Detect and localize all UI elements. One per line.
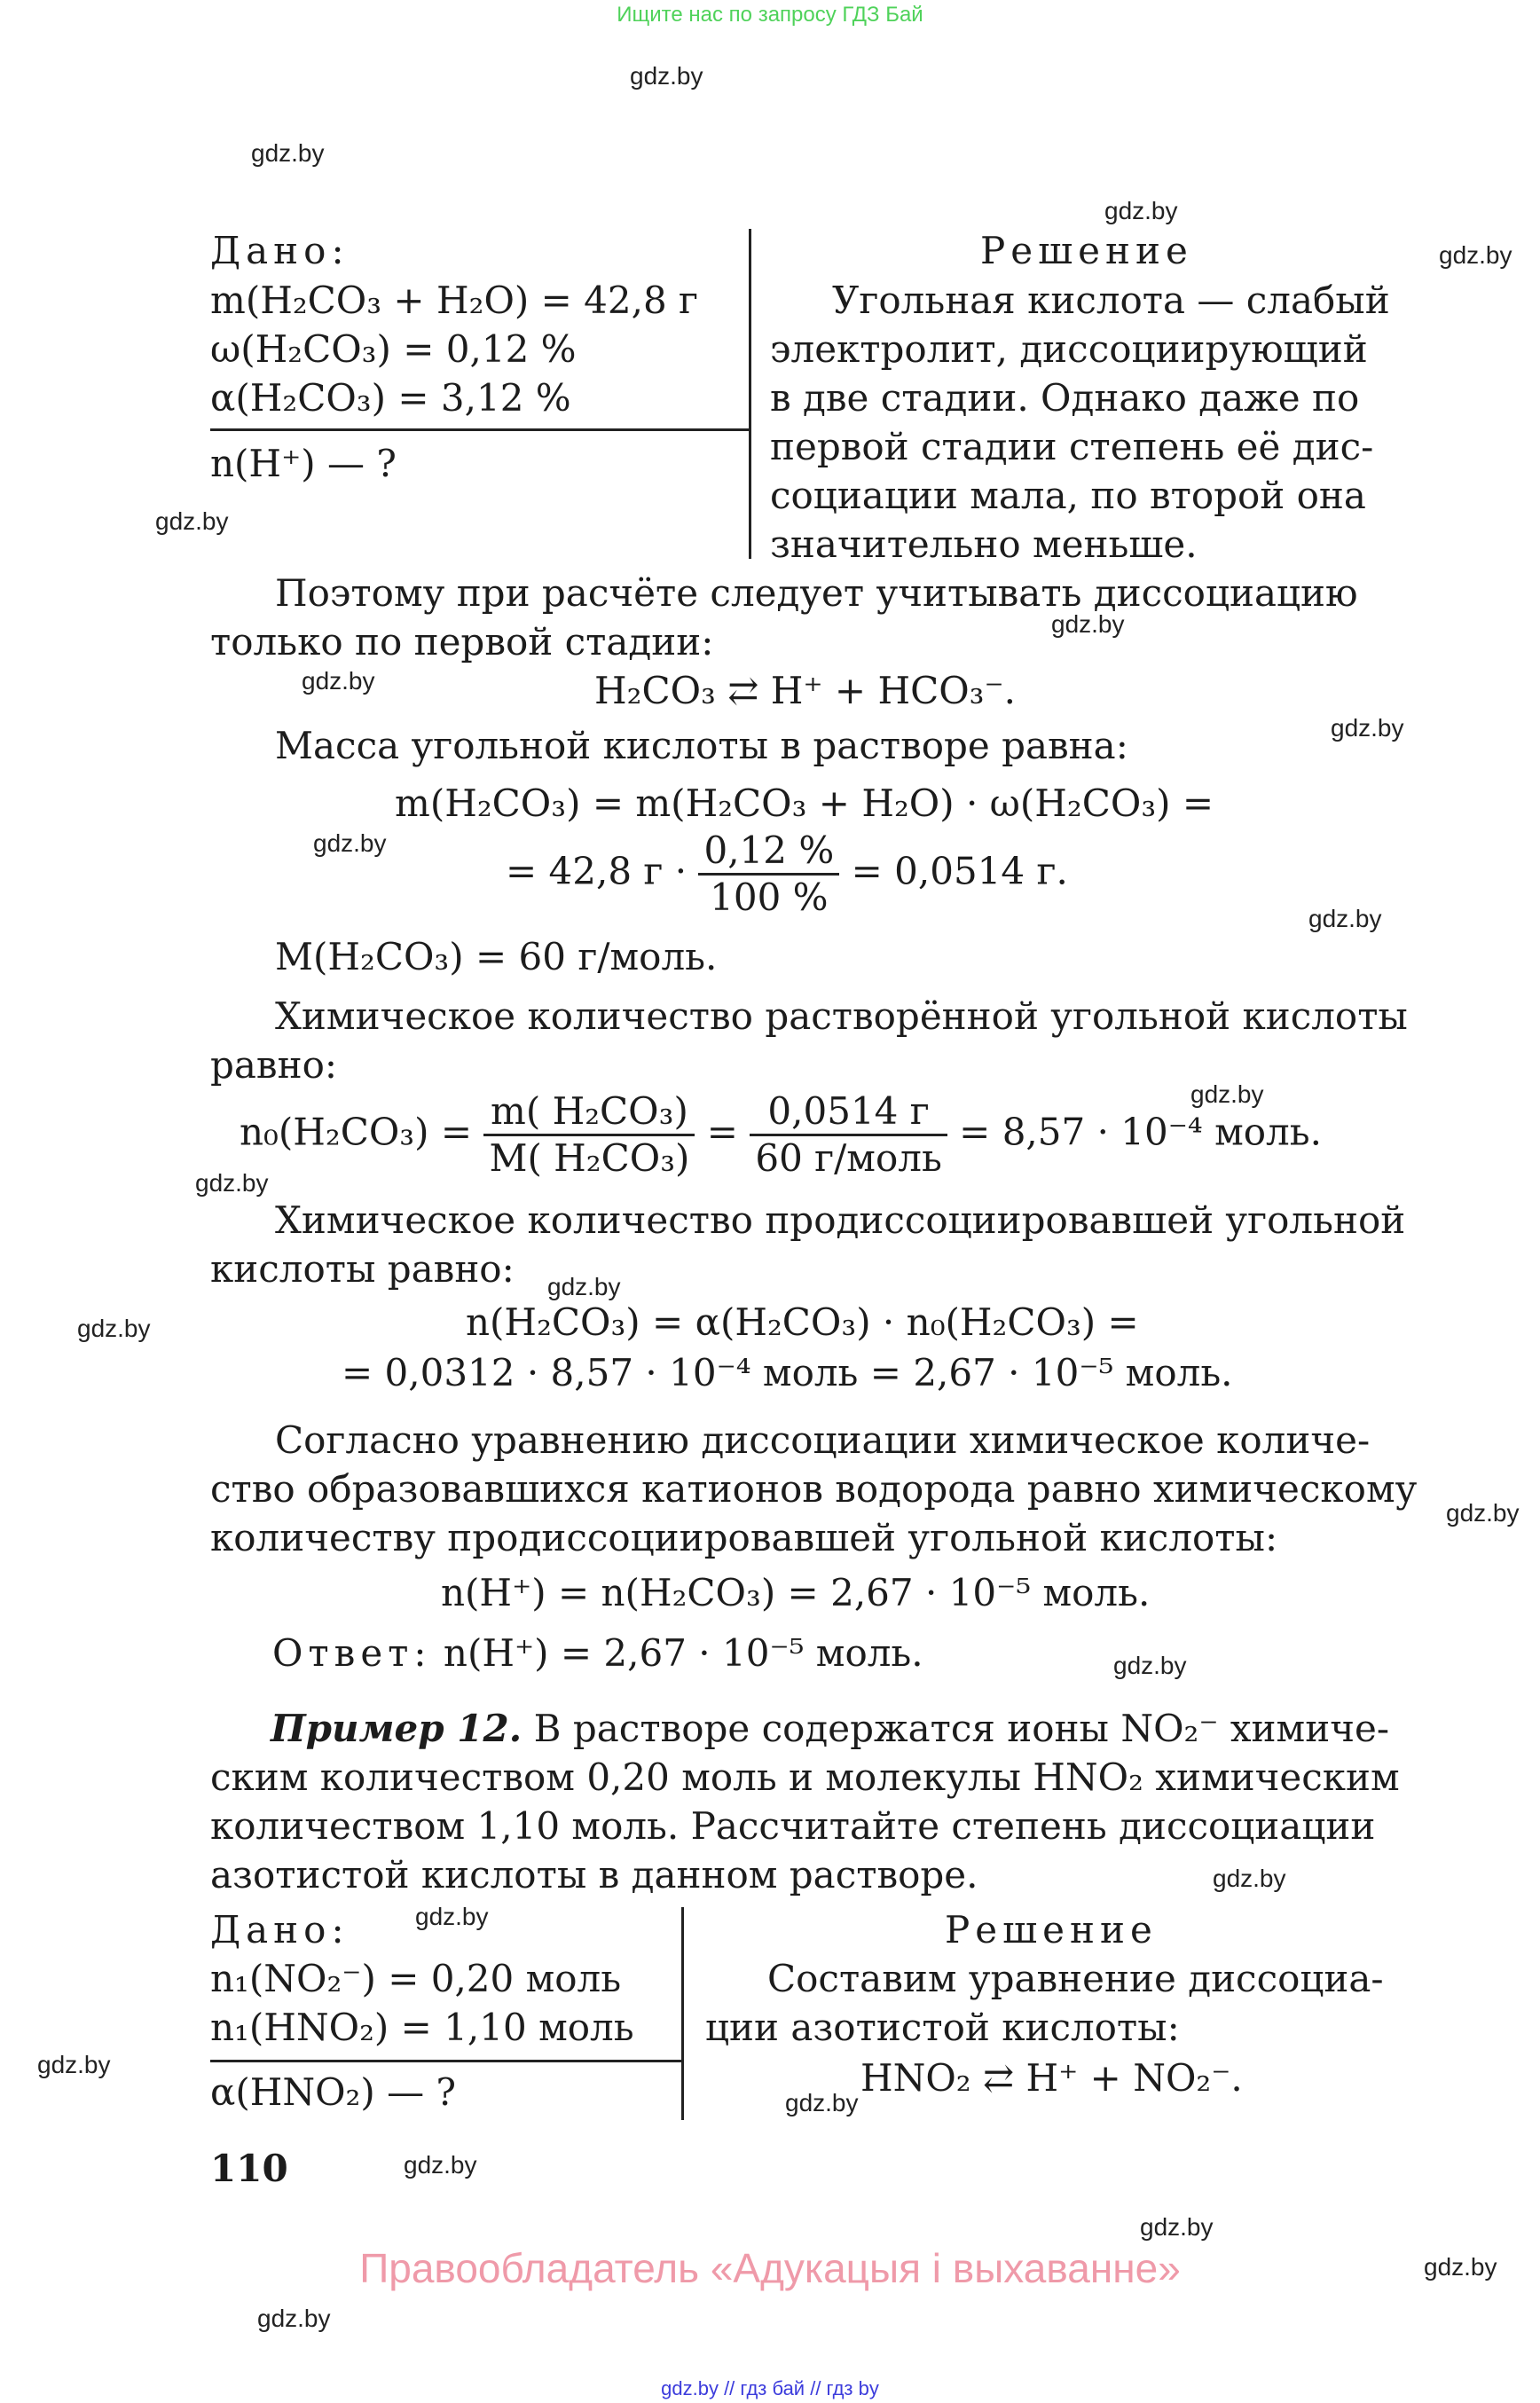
paragraph-line: Масса угольной кислоты в растворе равна:: [275, 724, 1128, 767]
solution2-header: Решение: [945, 1908, 1158, 1951]
equation-molar-mass: M(H₂CO₃) = 60 г/моль.: [275, 935, 718, 978]
eq3-right: = 0,0514 г.: [851, 849, 1068, 893]
fraction-denominator: 100 %: [710, 876, 829, 919]
watermark: gdz.by: [37, 2051, 111, 2078]
paragraph-line: ство образовавшихся катионов водорода равно химическому: [210, 1467, 1418, 1511]
solution2-line: ции азотистой кислоты:: [705, 2006, 1180, 2049]
paragraph-line: Согласно уравнению диссоциации химическое количе-: [275, 1418, 1371, 1462]
eq5-left: n₀(H₂CO₃) =: [240, 1110, 473, 1154]
given1-header: Дано:: [210, 229, 350, 272]
fraction-values: [750, 1089, 947, 1180]
watermark: gdz.by: [195, 1169, 269, 1197]
eq5-equals: =: [706, 1110, 738, 1154]
given2-header: Дано:: [210, 1908, 350, 1951]
copyright-holder: Правообладатель «Адукацыя і выхаванне»: [359, 2245, 1181, 2291]
watermark: gdz.by: [155, 507, 229, 535]
watermark: gdz.by: [251, 139, 325, 167]
paragraph-line: Поэтому при расчёте следует учитывать диссоциацию: [275, 571, 1358, 615]
example12-line: [271, 1707, 1390, 1750]
solution1-header: Решение: [980, 229, 1193, 272]
watermark: gdz.by: [1446, 1499, 1520, 1527]
watermark: gdz.by: [313, 829, 387, 857]
equation-dissociation-1: H₂CO₃ ⇄ H⁺ + HCO₃⁻.: [594, 669, 1017, 712]
page-number: 110: [210, 2147, 288, 2190]
equation-cation-amount: n(H⁺) = n(H₂CO₃) = 2,67 · 10⁻⁵ моль.: [441, 1571, 1151, 1614]
watermark: gdz.by: [257, 2305, 331, 2332]
paragraph-line: кислоты равно:: [210, 1247, 515, 1291]
fraction-m-over-M: [483, 1089, 695, 1180]
equation-dissociated: n(H₂CO₃) = α(H₂CO₃) · n₀(H₂CO₃) =: [466, 1300, 1139, 1344]
watermark: gdz.by: [630, 62, 703, 90]
watermark: gdz.by: [1051, 610, 1125, 638]
solution1-line: в две стадии. Однако даже по: [770, 376, 1360, 420]
equation-amount: [240, 1089, 1322, 1180]
watermark: gdz.by: [1104, 197, 1178, 224]
fraction-numerator: 0,0514 г: [750, 1093, 947, 1136]
answer-label: Ответ:: [272, 1631, 432, 1675]
watermark: gdz.by: [302, 667, 375, 695]
given2-find: α(HNO₂) — ?: [210, 2070, 456, 2114]
given2-line2: n₁(HNO₂) = 1,10 моль: [210, 2006, 634, 2049]
fraction-numerator: 0,12 %: [698, 832, 839, 876]
paragraph-line: Химическое количество продиссоциировавшей угольной: [275, 1198, 1406, 1242]
answer-value: n(H⁺) = 2,67 · 10⁻⁵ моль.: [443, 1631, 923, 1675]
equation-dissociation-2: HNO₂ ⇄ H⁺ + NO₂⁻.: [860, 2056, 1243, 2100]
given1-divider: [210, 428, 750, 431]
solution1-line: Угольная кислота — слабый: [832, 279, 1390, 322]
watermark: gdz.by: [1424, 2253, 1497, 2281]
given2-line1: n₁(NO₂⁻) = 0,20 моль: [210, 1957, 622, 2000]
solution1-line: значительно меньше.: [770, 522, 1198, 566]
given2-divider: [210, 2060, 684, 2062]
example12-line: ским количеством 0,20 моль и молекулы HNO₂ химическим: [210, 1755, 1400, 1799]
footer-links[interactable]: gdz.by // гдз бай // гдз by: [661, 2377, 879, 2399]
fraction-denominator: 60 г/моль: [755, 1136, 942, 1180]
answer: [272, 1631, 923, 1675]
example12-line: количеством 1,10 моль. Рассчитайте степень диссоциации: [210, 1804, 1376, 1848]
given1-find: n(H⁺) — ?: [210, 442, 397, 485]
paragraph-line: только по первой стадии:: [210, 620, 714, 664]
example12-label: Пример 12.: [271, 1707, 522, 1750]
solution1-line: социации мала, по второй она: [770, 474, 1366, 517]
equation-dissociated-result: = 0,0312 · 8,57 · 10⁻⁴ моль = 2,67 · 10⁻⁵ моль.: [342, 1351, 1233, 1394]
given1-line1: m(H₂CO₃ + H₂O) = 42,8 г: [210, 279, 699, 322]
equation-mass-result: [506, 828, 1068, 919]
solution1-line: электролит, диссоциирующий: [770, 327, 1368, 371]
example12-line: азотистой кислоты в данном растворе.: [210, 1853, 978, 1896]
watermark: gdz.by: [1113, 1652, 1187, 1679]
fraction-numerator: m( H₂CO₃): [483, 1093, 695, 1136]
watermark: gdz.by: [1331, 714, 1404, 742]
given1-separator: [749, 229, 751, 559]
watermark: gdz.by: [785, 2089, 859, 2116]
watermark: gdz.by: [1308, 905, 1382, 932]
watermark: gdz.by: [1439, 241, 1512, 269]
given1-line3: α(H₂CO₃) = 3,12 %: [210, 376, 571, 420]
watermark: gdz.by: [547, 1273, 621, 1300]
watermark: gdz.by: [1213, 1865, 1286, 1892]
watermark: gdz.by: [1140, 2213, 1214, 2241]
solution1-line: первой стадии степень её дис-: [770, 425, 1374, 468]
paragraph-line: Химическое количество растворённой угольной кислоты: [275, 994, 1408, 1038]
watermark: gdz.by: [404, 2151, 477, 2179]
paragraph-line: равно:: [210, 1043, 338, 1087]
fraction-percent: [698, 828, 839, 919]
equation-mass: m(H₂CO₃) = m(H₂CO₃ + H₂O) · ω(H₂CO₃) =: [395, 781, 1214, 825]
given2-separator: [681, 1907, 684, 2120]
watermark: gdz.by: [415, 1903, 489, 1930]
eq5-right: = 8,57 · 10⁻⁴ моль.: [959, 1110, 1322, 1154]
given1-line2: ω(H₂CO₃) = 0,12 %: [210, 327, 577, 371]
watermark: gdz.by: [1190, 1080, 1264, 1108]
solution2-line: Составим уравнение диссоциа-: [767, 1957, 1384, 2000]
watermark: gdz.by: [77, 1315, 151, 1342]
example12-text: В растворе содержатся ионы NO₂⁻ химиче-: [533, 1707, 1390, 1750]
eq3-left: = 42,8 г ·: [506, 849, 688, 893]
paragraph-line: количеству продиссоциировавшей угольной кислоты:: [210, 1516, 1278, 1559]
fraction-denominator: M( H₂CO₃): [489, 1136, 690, 1180]
top-banner[interactable]: Ищите нас по запросу ГДЗ Бай: [617, 3, 923, 27]
